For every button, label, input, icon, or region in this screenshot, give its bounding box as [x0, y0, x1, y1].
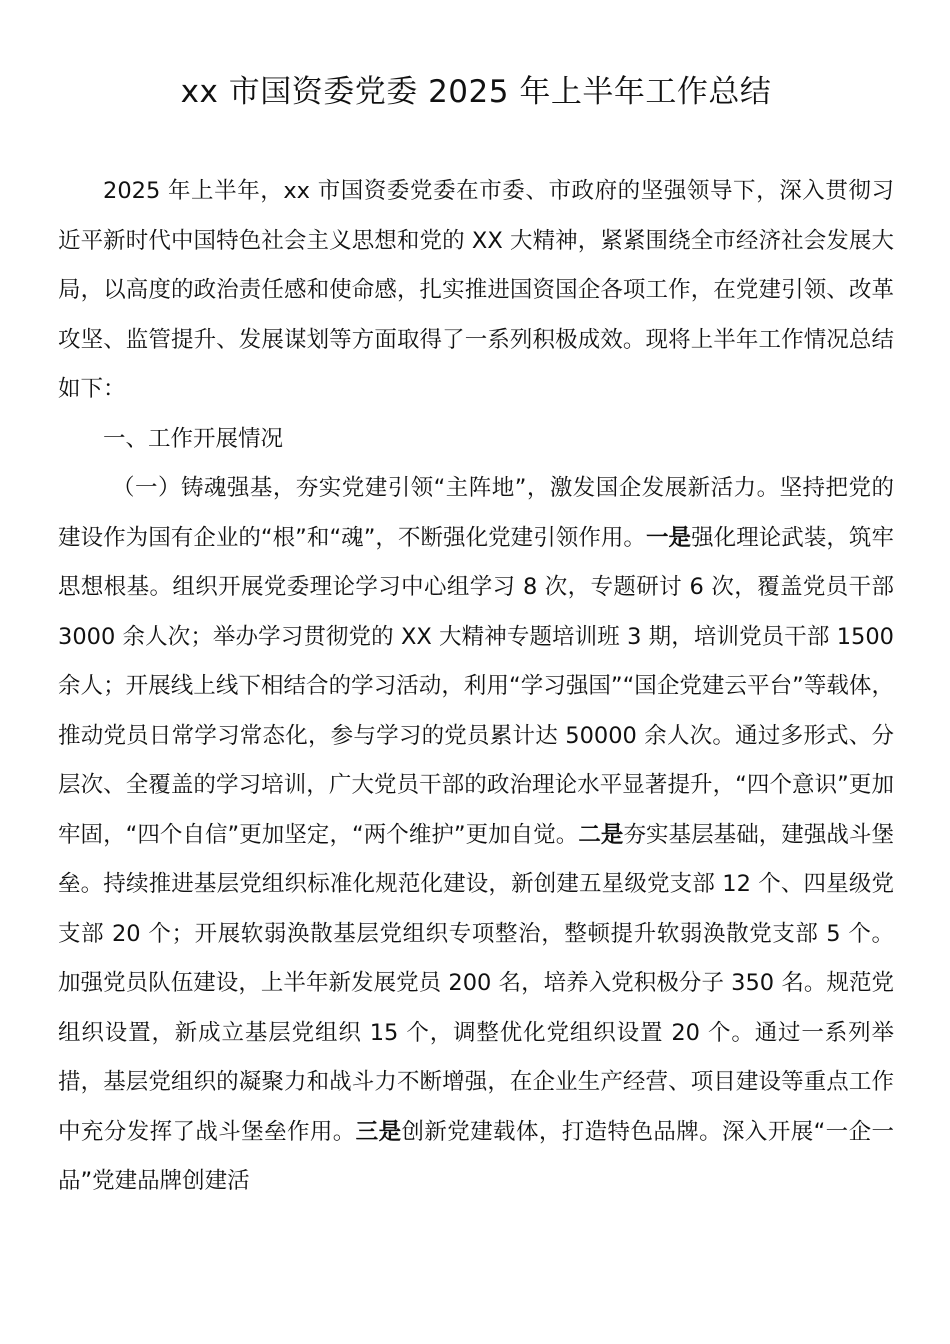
point-3-label: 三是 — [355, 1118, 402, 1145]
section-heading: 一、工作开展情况 — [103, 425, 284, 452]
point-3-text: 创新党建载体，打造特色品牌。深入开展“一企一品”党建品牌创建活 — [58, 1118, 894, 1194]
point-1-label: 一是 — [645, 524, 692, 551]
document-page — [58, 0, 894, 1207]
document-body — [58, 167, 894, 1207]
intro-paragraph: 2025 年上半年，xx 市国资委党委在市委、市政府的坚强领导下，深入贯彻习近平新时代中国特色社会主义思想和党的 XX 大精神，紧紧围绕全市经济社会发展大局，以高度的政治责任感和使命感，扎实推进国资国企各项工作，在党建引领、改革攻坚、监管提升、发展谋划等方面取得了一系列积极成效。现将上半年工作情况总结如下： — [58, 178, 894, 402]
point-1-text: 强化理论武装，筑牢思想根基。组织开展党委理论学习中心组学习 8 次，专题研讨 6 次，覆盖党员干部 3000 余人次；举办学习贯彻党的 XX 大精神专题培训班 3 期，培训党员干部 1500 余人；开展线上线下相结合的学习活动，利用“学习强国”“国企党建云平台”等载体，推动党员日常学习常态化，参与学习的党员累计达 50000 余人次。通过多形式、分层次、全覆盖的学习培训，广大党员干部的政治理论水平显著提升，“四个意识”更加牢固，“四个自信”更加坚定，“两个维护”更加自觉。 — [58, 524, 894, 848]
subsection-paragraph — [58, 464, 894, 1207]
point-2-label: 二是 — [578, 821, 624, 848]
subsection-lead: （一）铸魂强基，夯实党建引领“主阵地”，激发国企发展新活力。坚持把党的建设作为国有企业的“根”和“魂”，不断强化党建引领作用。 — [58, 475, 894, 551]
document-title: xx 市国资委党委 2025 年上半年工作总结 — [180, 74, 772, 110]
point-2-text: 夯实基层基础，建强战斗堡垒。持续推进基层党组织标准化规范化建设，新创建五星级党支部 12 个、四星级党支部 20 个；开展软弱涣散基层党组织专项整治，整顿提升软弱涣散党支部 5 个。加强党员队伍建设，上半年新发展党员 200 名，培养入党积极分子 350 名。规范党组织设置，新成立基层党组织 15 个，调整优化党组织设置 20 个。通过一系列举措，基层党组织的凝聚力和战斗力不断增强，在企业生产经营、项目建设等重点工作中充分发挥了战斗堡垒作用。 — [58, 821, 894, 1145]
